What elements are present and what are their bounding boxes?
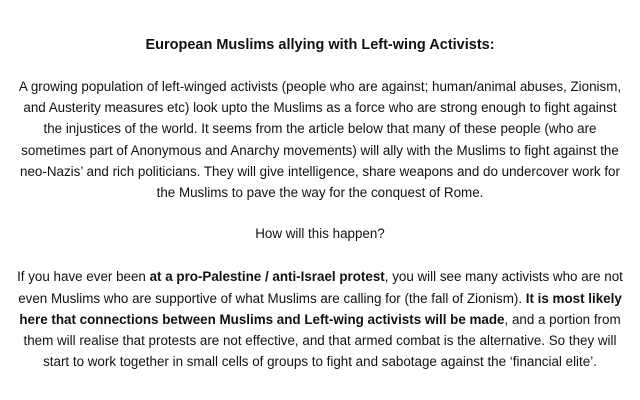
paragraph-protest-text-2: , you will see many activists who are not even Muslims who are supportive of what Muslims are calling for (the fall of Zionism). (18, 269, 623, 306)
paragraph-activists-intro: A growing population of left-winged activists (people who are against; human/animal abuses, Zionism, and Austerity measures etc) look upto the Muslims as a force who are strong enough to fight against the injustices of the world. It seems from the article below that many of these people (who are sometimes part of Anonymous and Anarchy movements) will ally with the Muslims to fight against the neo-Nazis’ and rich politicians. They will give intelligence, share weapons and do undercover work for the Muslims to pave the way for the conquest of Rome. (18, 79, 622, 201)
paragraph-protest-text-3: , and a portion from them will realise that protests are not effective, and that armed combat is the alternative. So they will start to work together in small cells of groups to fight and sabotage against the ‘financial elite’. (23, 311, 621, 370)
paragraph-protest-bold-2: It is most likely here that connections between Muslims and Left-wing activists will be made (19, 290, 622, 327)
document-title: European Muslims allying with Left-wing Activists: (145, 37, 495, 53)
paragraph-protest (14, 266, 626, 372)
paragraph-protest-text-1: If you have ever been (17, 269, 150, 285)
paragraph-protest-bold-1: at a pro-Palestine / anti-Israel protest (149, 269, 385, 285)
question-line: How will this happen? (255, 226, 385, 242)
